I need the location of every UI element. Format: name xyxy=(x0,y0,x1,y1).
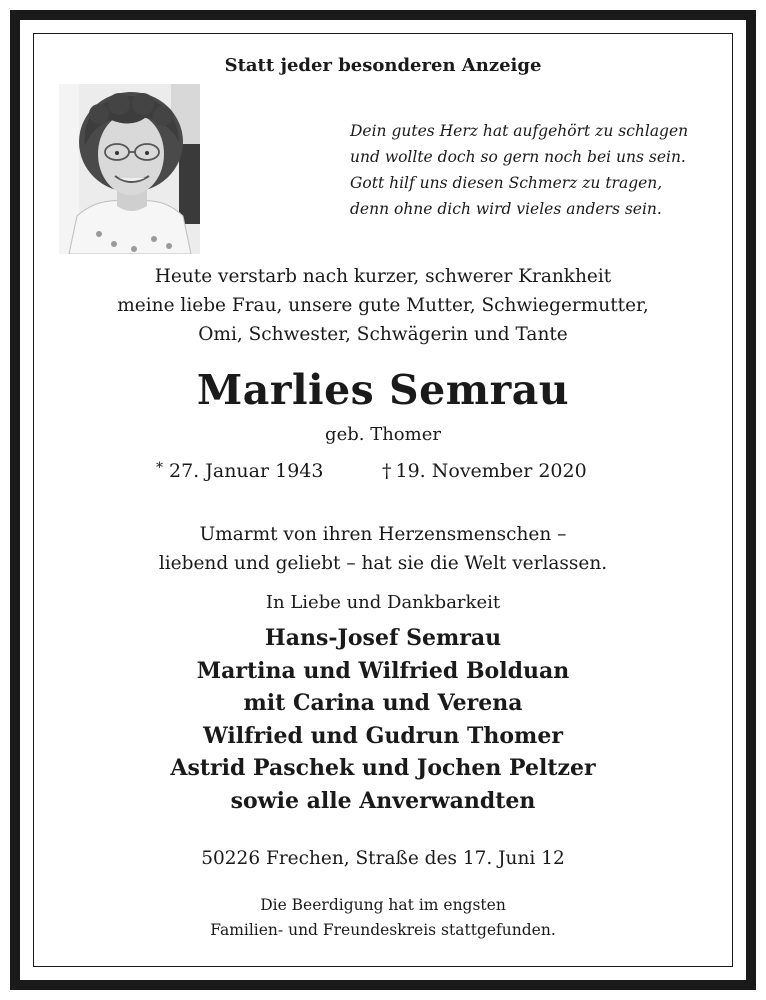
death-symbol: † xyxy=(382,460,392,482)
funeral-notice xyxy=(0,893,766,943)
death-date: 19. November 2020 xyxy=(395,460,587,482)
intro-line: Omi, Schwester, Schwägerin und Tante xyxy=(198,324,568,345)
poem-line: Dein gutes Herz hat aufgehört zu schlagen xyxy=(350,122,689,140)
funeral-line: Familien- und Freundeskreis stattgefunden. xyxy=(210,921,556,939)
signatory: mit Carina und Verena xyxy=(243,690,523,716)
signatory: Martina und Wilfried Bolduan xyxy=(196,657,570,684)
header-title: Statt jeder besonderen Anzeige xyxy=(224,55,542,76)
intro-text xyxy=(0,262,766,349)
intro-line: meine liebe Frau, unsere gute Mutter, Schwiegermutter, xyxy=(117,295,649,316)
poem-line: denn ohne dich wird vieles anders sein. xyxy=(350,200,662,218)
funeral-line: Die Beerdigung hat im engsten xyxy=(260,896,506,914)
embrace-line: liebend und geliebt – hat sie die Welt verlassen. xyxy=(158,553,608,574)
birth-date-block xyxy=(156,460,323,482)
intro-line: Heute verstarb nach kurzer, schwerer Krankheit xyxy=(154,266,612,287)
signatory: sowie alle Anverwandten xyxy=(230,787,536,814)
poem-line: und wollte doch so gern noch bei uns sein. xyxy=(350,148,686,166)
signatory: Wilfried und Gudrun Thomer xyxy=(203,722,563,749)
embrace-text xyxy=(0,520,766,578)
birth-symbol: * xyxy=(156,460,163,476)
signatories-list xyxy=(0,622,766,817)
signatory: Astrid Paschek und Jochen Peltzer xyxy=(170,755,596,781)
birth-date: 27. Januar 1943 xyxy=(169,460,324,482)
death-date-block xyxy=(382,460,587,482)
maiden-name: geb. Thomer xyxy=(325,424,441,445)
signatory: Hans-Josef Semrau xyxy=(264,625,502,651)
gratitude-line: In Liebe und Dankbarkeit xyxy=(265,592,501,613)
poem xyxy=(350,118,688,222)
portrait-illustration xyxy=(59,84,200,254)
poem-line: Gott hilf uns diesen Schmerz zu tragen, xyxy=(350,174,663,192)
embrace-line: Umarmt von ihren Herzensmenschen – xyxy=(199,524,567,545)
address: 50226 Frechen, Straße des 17. Juni 12 xyxy=(201,848,565,869)
portrait-photo xyxy=(59,84,200,254)
deceased-name: Marlies Semrau xyxy=(196,366,570,414)
